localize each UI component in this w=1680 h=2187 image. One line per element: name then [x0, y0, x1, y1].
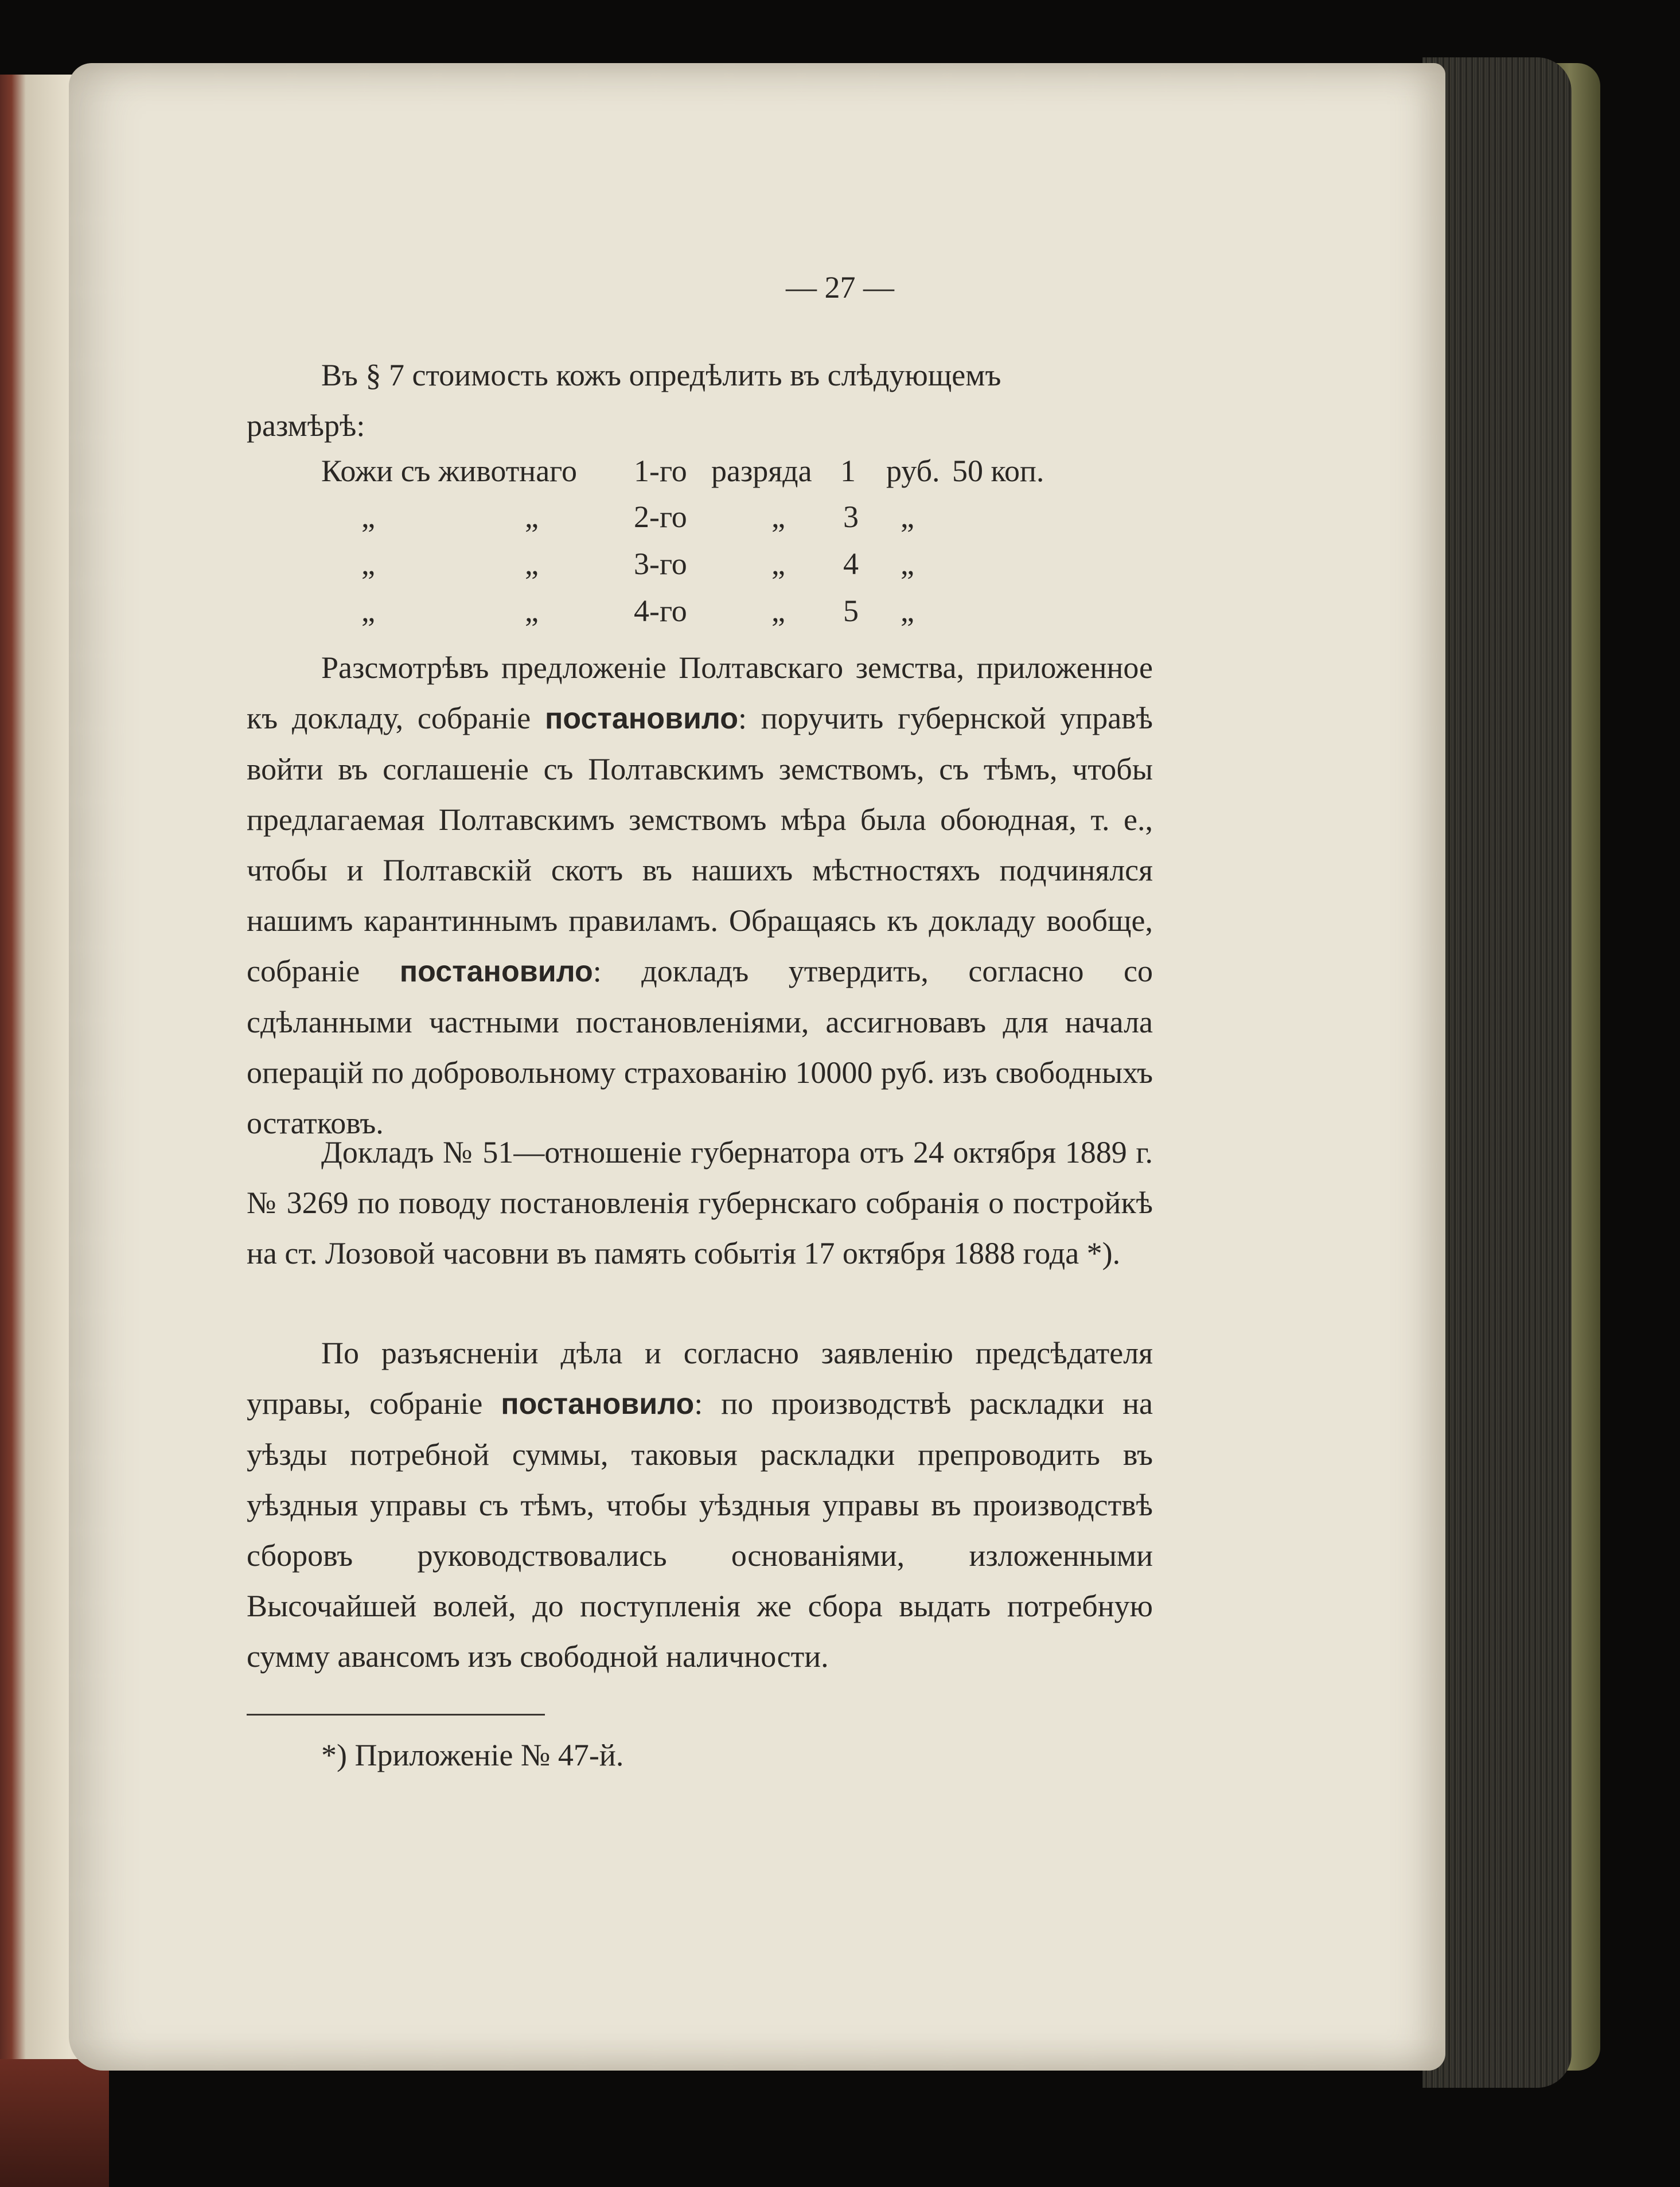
- table-cell: 5: [843, 594, 859, 628]
- paragraph-1: [247, 642, 1153, 1148]
- paragraph-text: : по производствѣ раскладки на уѣзды потребной суммы, таковыя раскладки препроводить въ уѣздныя управы съ тѣмъ, чтобы уѣздныя управы въ производствѣ сборовъ руководствовались основаніями, изложенными Высочайшей волей, до поступленія же сбора выдать потребную сумму авансомъ изъ свободной наличности.: [247, 1386, 1153, 1674]
- table-cell: „: [901, 594, 914, 628]
- table-cell: 1: [840, 454, 856, 488]
- table-cell: 3: [843, 500, 859, 534]
- table-cell: „: [361, 547, 375, 581]
- table-cell: 50 коп.: [952, 454, 1044, 488]
- table-cell: 2-го: [634, 500, 687, 534]
- table-cell: „: [771, 594, 785, 628]
- paragraph-text: По разъясненіи дѣла и согласно заявленію предсѣдателя управы, собраніе: [247, 1336, 1153, 1421]
- emphasis-text: постановило: [545, 702, 739, 735]
- table-cell: „: [525, 547, 539, 581]
- table-cell: „: [771, 547, 785, 581]
- table-cell: „: [771, 500, 785, 534]
- footnote: *) Приложеніе № 47-й.: [321, 1738, 624, 1772]
- intro-line-2: размѣрѣ:: [247, 408, 365, 443]
- book-cover-corner: [0, 2059, 109, 2187]
- intro-text: [247, 350, 1153, 451]
- table-cell: „: [525, 500, 539, 534]
- table-cell: Кожи съ животнаго: [321, 454, 577, 488]
- table-cell: „: [361, 594, 375, 628]
- table-cell: „: [901, 500, 914, 534]
- paragraph-3: [247, 1328, 1153, 1682]
- table-cell: „: [361, 500, 375, 534]
- emphasis-text: постановило: [399, 955, 593, 988]
- table-cell: 1-го: [634, 454, 687, 488]
- table-cell: 4: [843, 547, 859, 581]
- table-cell: „: [525, 594, 539, 628]
- emphasis-text: постановило: [501, 1387, 695, 1421]
- intro-line-1: Въ § 7 стоимость кожъ опредѣлить въ слѣдующемъ: [321, 358, 1001, 392]
- table-cell: 3-го: [634, 547, 687, 581]
- paragraph-text: : поручить губернской управѣ войти въ соглашеніе съ Полтавскимъ земствомъ, съ тѣмъ, чтобы предлагаемая Полтавскимъ земствомъ мѣра была обоюдная, т. е., чтобы и Полтавскій скотъ въ нашихъ мѣстностяхъ подчинялся нашимъ карантиннымъ правиламъ. Обращаясь къ докладу вообще, собраніе: [247, 701, 1153, 988]
- table-cell: 4-го: [634, 594, 687, 628]
- page-number: — 27 —: [786, 270, 894, 305]
- table-cell: руб.: [886, 454, 940, 488]
- paragraph-text: Разсмотрѣвъ предложеніе Полтавскаго земства, приложенное къ докладу, собраніе: [247, 650, 1153, 735]
- table-cell: разряда: [711, 454, 812, 488]
- footnote-rule: [247, 1714, 545, 1716]
- paragraph-text: : докладъ утвердить, согласно со сдѣланными частными постановленіями, ассигновавъ для начала операцій по добровольному страхованію 10000 руб. изъ свободныхъ остатковъ.: [247, 954, 1153, 1140]
- table-cell: „: [901, 547, 914, 581]
- paragraph-2: Докладъ № 51—отношеніе губернатора отъ 24 октября 1889 г. № 3269 по поводу постановленія губернскаго собранія о постройкѣ на ст. Лозовой часовни въ память событія 17 октября 1888 года *).: [247, 1135, 1153, 1270]
